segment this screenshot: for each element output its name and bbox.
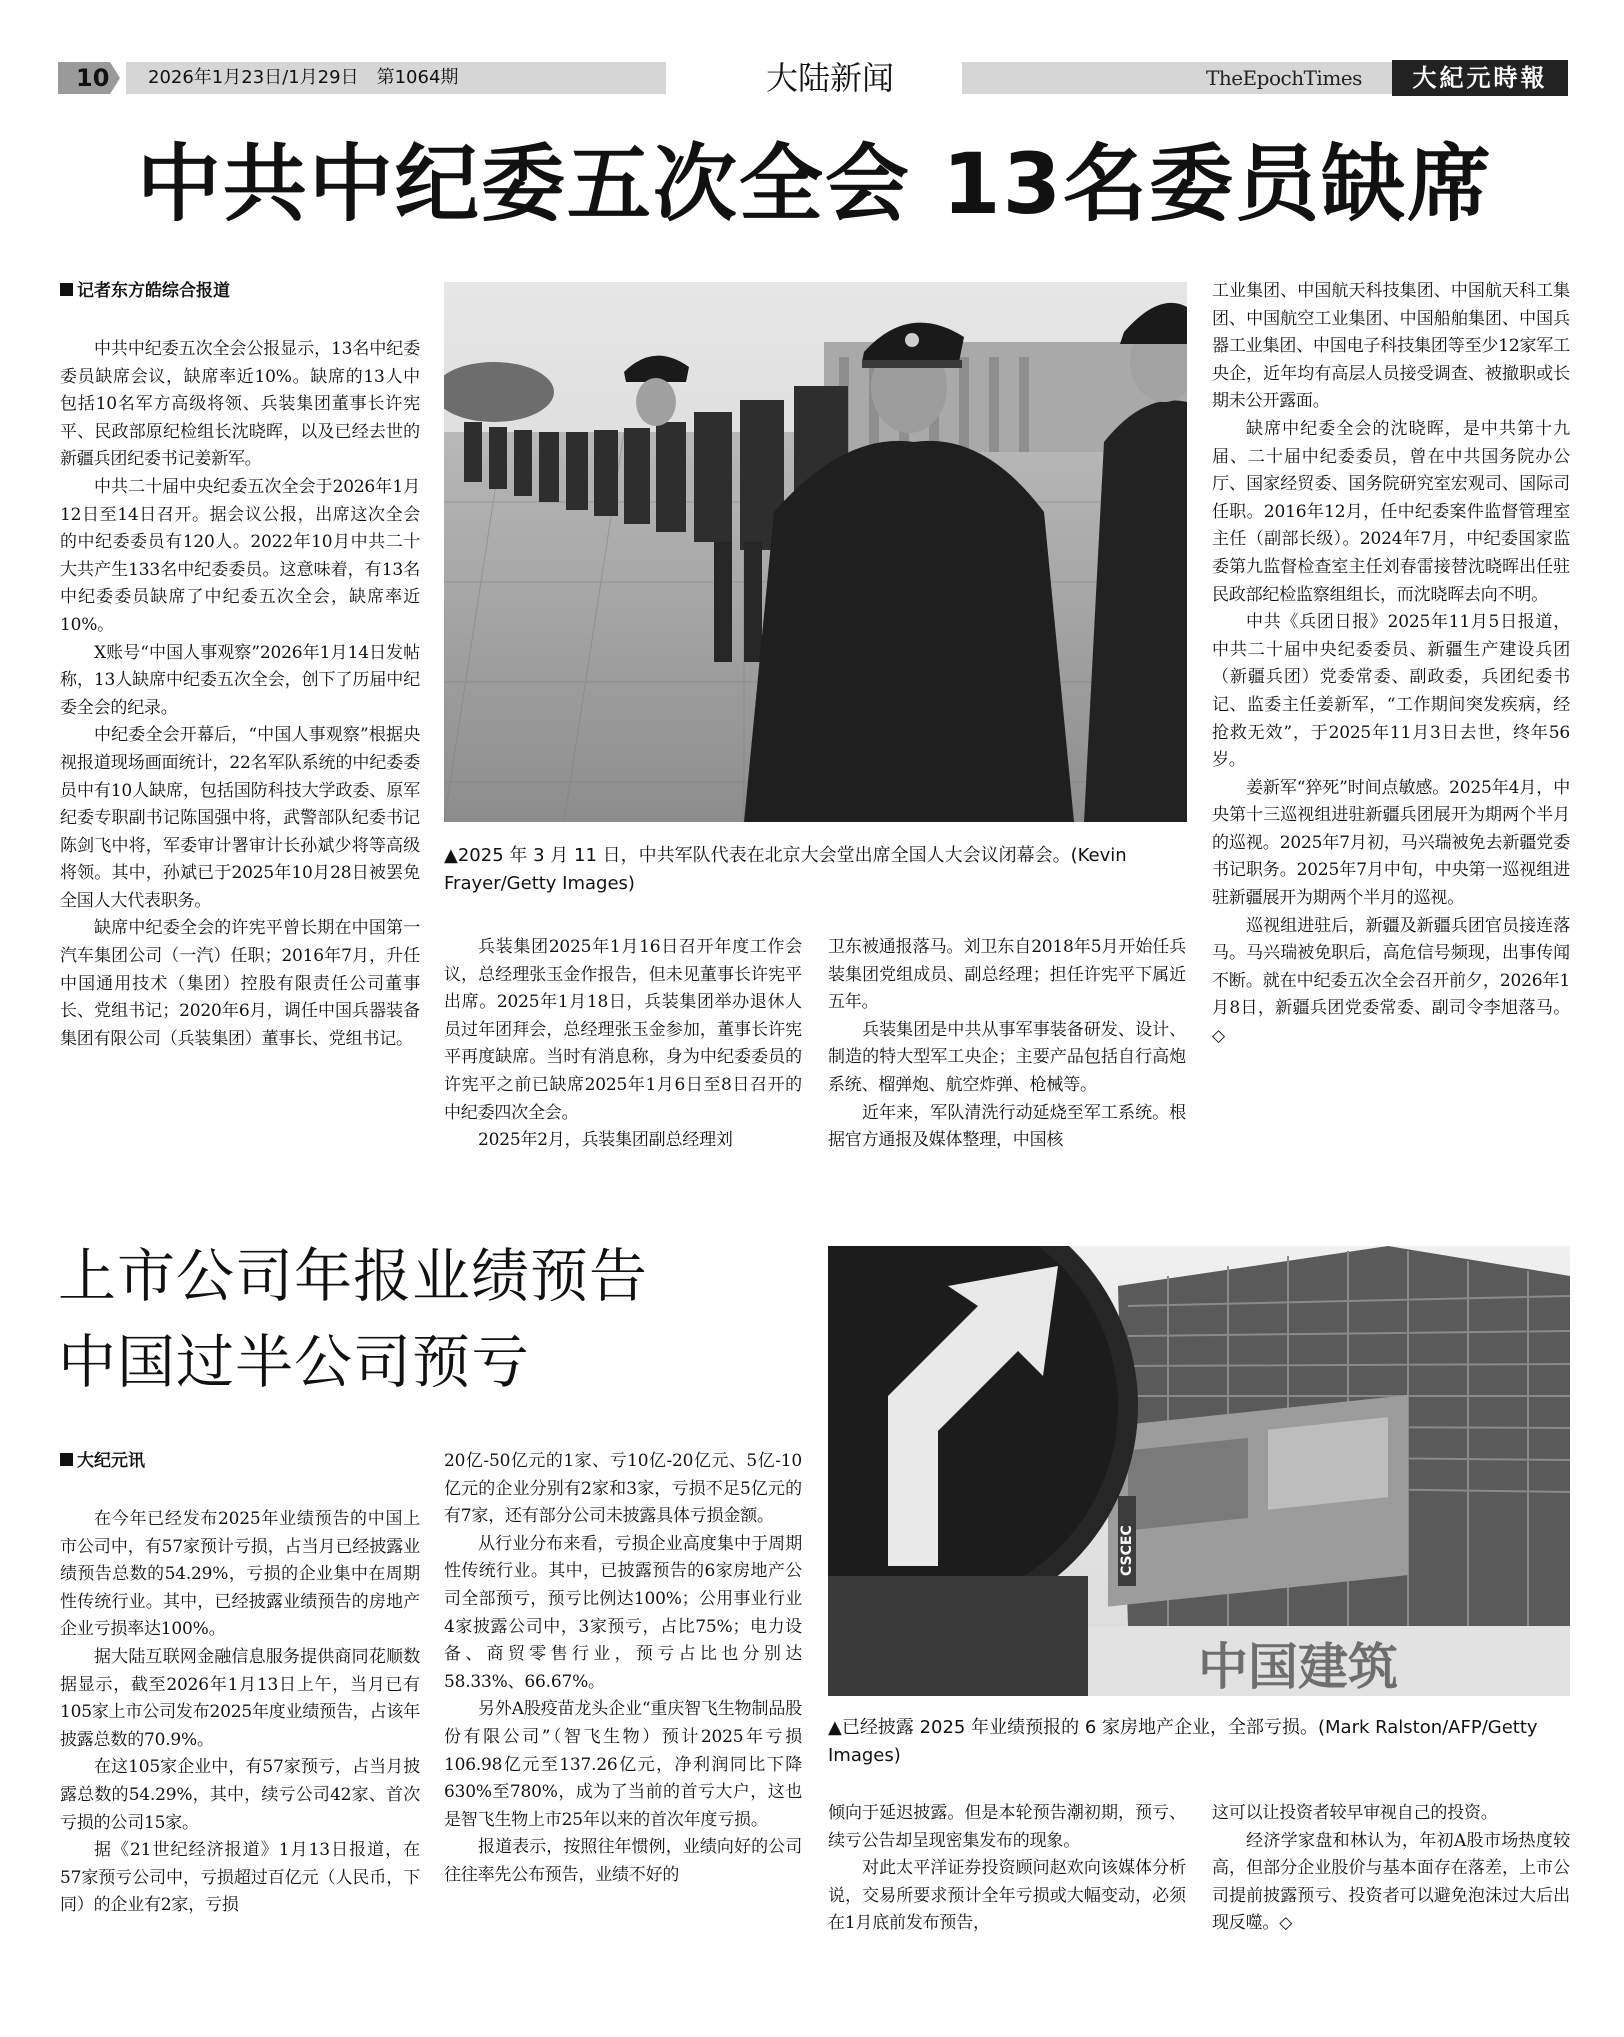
military-delegates-photo (444, 282, 1187, 822)
military-delegates-photo-art (444, 282, 1187, 822)
article2-column-3 (828, 1800, 1186, 1938)
paragraph: 从行业分布来看，亏损企业高度集中于周期性传统行业。其中，已披露预告的6家房地产公司全部预亏，预亏比例达100%；公用事业行业4家披露公司中，3家预亏，占比75%；电力设备、商贸零售行业，预亏占比也分别达58.33%、66.67%。 (444, 1533, 802, 1692)
paragraph: X账号“中国人事观察”2026年1月14日发帖称，13人缺席中纪委五次全会，创下了历届中纪委全会的纪录。 (60, 642, 420, 718)
article1-column-4 (1212, 278, 1570, 1051)
article2-headline-line1: 上市公司年报业绩预告 (58, 1242, 649, 1310)
article1-column-1 (60, 336, 420, 1053)
paragraph: 中共《兵团日报》2025年11月5日报道，中共二十届中央纪委委员、新疆生产建设兵团（新疆兵团）党委常委、副政委，兵团纪委书记、监委主任姜新军，“工作期间突发疾病，经抢救无效”，于2025年11月3日去世，终年56岁。 (1212, 612, 1570, 771)
publication-name-en: TheEpochTimes (1206, 66, 1362, 90)
paragraph: 中共中纪委五次全会公报显示，13名中纪委委员缺席会议，缺席率近10%。缺席的13人中包括10名军方高级将领、兵装集团董事长许宪平、民政部原纪检组长沈晓晖，以及已经去世的新疆兵团纪委书记姜新军。 (60, 339, 420, 470)
paragraph: 兵装集团是中共从事军事装备研发、设计、制造的特大型军工央企；主要产品包括自行高炮系统、榴弹炮、航空炸弹、枪械等。 (828, 1019, 1186, 1095)
paragraph: 缺席中纪委全会的沈晓晖，是中共第十九届、二十届中纪委委员，曾在中共国务院办公厅、国家经贸委、国务院研究室宏观司、国际司任职。2016年12月，任中纪委案件监督管理室主任（副部长级）。2024年7月，中纪委国家监委第九监督检查室主任刘春雷接替沈晓晖出任驻民政部纪检监察组组长，而沈晓晖去向不明。 (1212, 418, 1570, 605)
article2-column-2 (444, 1448, 802, 1890)
cscec-sign-text: CSCEC (1119, 1525, 1135, 1576)
paragraph: 中纪委全会开幕后，“中国人事观察”根据央视报道现场画面统计，22名军队系统的中纪委委员中有10人缺席，包括国防科技大学政委、原军纪委专职副书记陈国强中将，武警部队纪委书记陈剑飞中将，军委审计署审计长孙斌少将等高级将领。其中，孙斌已于2025年10月28日被罢免全国人大代表职务。 (60, 725, 420, 911)
article2-headline-line2: 中国过半公司预亏 (58, 1328, 531, 1396)
article2-photo-caption: ▲已经披露 2025 年业绩预报的 6 家房地产企业，全部亏损。(Mark Ralston/AFP/Getty Images) (828, 1717, 1538, 1766)
paragraph: 20亿-50亿元的1家、亏10亿-20亿元、5亿-10亿元的企业分别有2家和3家，亏损不足5亿元的有7家，还有部分公司未披露具体亏损金额。 (444, 1451, 802, 1527)
paragraph: 2025年2月，兵装集团副总经理刘 (478, 1130, 733, 1151)
paragraph: 兵装集团2025年1月16日召开年度工作会议，总经理张玉金作报告，但未见董事长许宪平出席。2025年1月18日，兵装集团举办退休人员过年团拜会，总经理张玉金参加，董事长许宪平再度缺席。当时有消息称，身为中纪委委员的许宪平之前已缺席2025年1月6日至8日召开的中纪委四次全会。 (444, 937, 802, 1123)
paragraph: 对此太平洋证券投资顾问赵欢向该媒体分析说，交易所要求预计全年亏损或大幅变动，必须在1月底前发布预告， (828, 1858, 1186, 1934)
paragraph: 近年来，军队清洗行动延烧至军工系统。根据官方通报及媒体整理，中国核 (828, 1102, 1186, 1151)
paragraph: 倾向于延迟披露。但是本轮预告潮初期，预亏、续亏公告却呈现密集发布的现象。 (828, 1803, 1186, 1851)
issue-date: 2026年1月23日/1月29日 第1064期 (148, 67, 459, 88)
paragraph: 卫东被通报落马。刘卫东自2018年5月开始任兵装集团党组成员、副总经理；担任许宪平下属近五年。 (828, 937, 1186, 1013)
section-title: 大陆新闻 (765, 59, 894, 97)
paragraph: 经济学家盘和林认为，年初A股市场热度较高，但部分企业股价与基本面存在落差，上市公司提前披露预亏、投资者可以避免泡沫过大后出现反噬。◇ (1212, 1830, 1570, 1934)
article2-column-4 (1212, 1800, 1570, 1938)
construction-building-photo-art (828, 1246, 1570, 1696)
paragraph: 在今年已经发布2025年业绩预告的中国上市公司中，有57家预计亏损，占当月已经披露业绩预告总数的54.29%，亏损的企业集中在周期性传统行业。其中，已经披露业绩预告的房地产企业亏损率达100%。 (60, 1509, 420, 1640)
paragraph: 姜新军“猝死”时间点敏感。2025年4月，中央第十三巡视组进驻新疆兵团展开为期两个半月的巡视。2025年7月初，马兴瑞被免去新疆党委书记职务。2025年7月中旬，中央第一巡视组进驻新疆展开为期两个半月的巡视。 (1212, 777, 1570, 909)
article1-column-2 (444, 934, 802, 1155)
paragraph: 另外A股疫苗龙头企业“重庆智飞生物制品股份有限公司”（智飞生物）预计2025年亏损106.98亿元至137.26亿元，净利润同比下降630%至780%，成为了当前的首亏大户，这也是智飞生物上市25年以来的首次年度亏损。 (444, 1699, 802, 1830)
paragraph: 巡视组进驻后，新疆及新疆兵团官员接连落马。马兴瑞被免职后，高危信号频现，出事传闻不断。就在中纪委五次全会召开前夕，2026年1月8日，新疆兵团党委常委、副司令李旭落马。◇ (1212, 915, 1570, 1047)
article1-photo-caption: ▲2025 年 3 月 11 日，中共军队代表在北京大会堂出席全国人大会议闭幕会。(Kevin Frayer/Getty Images) (444, 845, 1127, 894)
article2-headline (58, 1233, 838, 1405)
paragraph: 据大陆互联网金融信息服务提供商同花顺数据显示，截至2026年1月13日上午，当月已有105家上市公司发布2025年度业绩预告，占该年披露总数的70.9%。 (60, 1646, 420, 1750)
paragraph: 工业集团、中国航天科技集团、中国航天科工集团、中国航空工业集团、中国船舶集团、中国兵器工业集团、中国电子科技集团等至少12家军工央企，近年均有高层人员接受调查、被撤职或长期未公开露面。 (1212, 281, 1570, 412)
article2-byline: 大纪元讯 (60, 1448, 145, 1474)
paragraph: 报道表示，按照往年惯例，业绩向好的公司往往率先公布预告，业绩不好的 (444, 1837, 802, 1885)
article2-column-1 (60, 1506, 420, 1920)
paragraph: 在这105家企业中，有57家预亏，占当月披露总数的54.29%，其中，续亏公司42家、首次亏损的公司15家。 (60, 1757, 420, 1833)
banner-text: 中国建筑 (1198, 1638, 1398, 1696)
paragraph: 这可以让投资者较早审视自己的投资。 (1212, 1803, 1498, 1823)
paragraph: 缺席中纪委全会的许宪平曾长期在中国第一汽车集团公司（一汽）任职；2016年7月，升任中国通用技术（集团）控股有限责任公司董事长、党组书记；2020年6月，调任中国兵器装备集团有限公司（兵装集团）董事长、党组书记。 (60, 918, 420, 1049)
construction-building-photo (828, 1246, 1570, 1696)
article1-byline: 记者东方皓综合报道 (60, 278, 230, 304)
paragraph: 中共二十届中央纪委五次全会于2026年1月12日至14日召开。据会议公报，出席这次全会的中纪委委员有120人。2022年10月中共二十大共产生133名中纪委委员。这意味着，有13名中纪委委员缺席了中纪委五次全会，缺席率近10%。 (60, 476, 420, 635)
paragraph: 据《21世纪经济报道》1月13日报道，在57家预亏公司中，亏损超过百亿元（人民币，下同）的企业有2家，亏损 (60, 1840, 420, 1916)
article1-column-3 (828, 934, 1186, 1155)
page-number: 10 (76, 64, 110, 92)
article1-headline: 中共中纪委五次全会 13名委员缺席 (136, 135, 1494, 233)
publication-logo: 大紀元時報 (1392, 60, 1568, 96)
